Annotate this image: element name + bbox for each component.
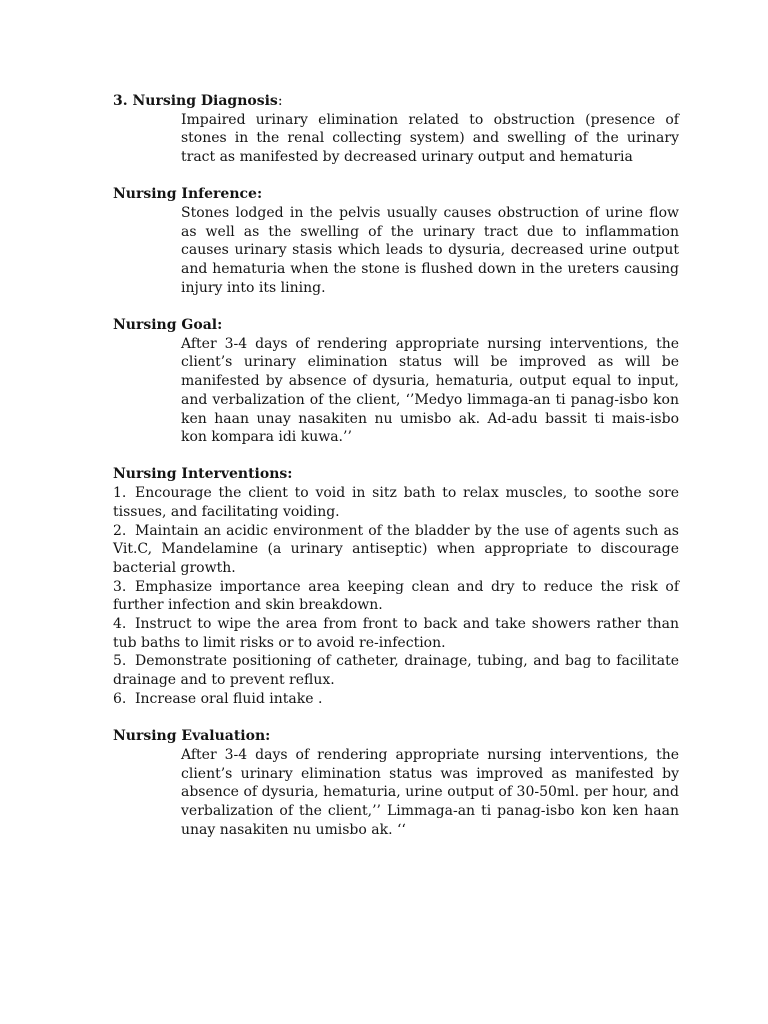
evaluation-text: After 3-4 days of rendering appropriate nursing interventions, the client’s urinary elimination status was improved as manifested by absence of dysuria, hematuria, urine output of 30-50ml. per hour, and verbalization of the client,’’ Limmaga-an ti panag-isbo kon ken haan unay nasakiten nu umisbo ak. ‘‘	[181, 746, 679, 838]
diagnosis-text: Impaired urinary elimination related to obstruction (presence of stones in the renal collecting system) and swelling of the urinary tract as manifested by decreased urinary output and hematuria	[181, 111, 679, 166]
list-item	[113, 615, 679, 652]
list-item-number: 3.	[113, 578, 127, 595]
spacer	[113, 447, 679, 466]
interventions-heading: Nursing Interventions:	[113, 466, 293, 483]
list-item-text: Instruct to wipe the area from front to back and take showers rather than tub baths to limit risks or to avoid re-infection.	[113, 616, 679, 651]
list-item-text: Increase oral fluid intake .	[135, 690, 323, 707]
diagnosis-heading-colon: :	[277, 93, 283, 109]
diagnosis-heading-text: 3. Nursing Diagnosis	[113, 93, 278, 109]
spacer	[113, 709, 679, 728]
goal-text: After 3-4 days of rendering appropriate nursing interventions, the client’s urinary elimination status will be improved as will be manifested by absence of dysuria, hematuria, output equal to input, and verbalization of the client, ‘’Medyo limmaga-an ti panag-isbo kon ken haan unay nasakiten nu umisbo ak. Ad-adu bassit ti mais-isbo kon kompara idi kuwa.’’	[181, 335, 679, 446]
interventions-list	[113, 484, 679, 708]
list-item-number: 1.	[113, 485, 127, 502]
list-item	[113, 484, 679, 521]
list-item	[113, 652, 679, 689]
document-page	[113, 92, 679, 839]
list-item-text: Emphasize importance area keeping clean and dry to reduce the risk of further infection and skin breakdown.	[113, 578, 679, 614]
diagnosis-heading	[113, 92, 679, 111]
evaluation-heading: Nursing Evaluation:	[113, 728, 271, 745]
list-item-text: Demonstrate positioning of catheter, drainage, tubing, and bag to facilitate drainage and to prevent reflux.	[113, 653, 679, 689]
list-item-number: 2.	[113, 522, 127, 539]
list-item-number: 5.	[113, 653, 127, 670]
list-item-text: Maintain an acidic environment of the bladder by the use of agents such as Vit.C, Mandelamine (a urinary antiseptic) when appropriate to discourage bacterial growth.	[113, 522, 679, 576]
inference-heading: Nursing Inference:	[113, 186, 263, 203]
list-item	[113, 690, 679, 709]
spacer	[113, 167, 679, 186]
list-item	[113, 522, 679, 578]
list-item-number: 4.	[113, 616, 127, 633]
spacer	[113, 298, 679, 317]
list-item-text: Encourage the client to void in sitz bath to relax muscles, to soothe sore tissues, and facilitating voiding.	[113, 485, 679, 520]
inference-text: Stones lodged in the pelvis usually causes obstruction of urine flow as well as the swelling of the urinary tract due to inflammation causes urinary stasis which leads to dysuria, decreased urine output and hematuria when the stone is flushed down in the ureters causing injury into its lining.	[181, 205, 679, 296]
goal-heading: Nursing Goal:	[113, 317, 223, 334]
list-item	[113, 578, 679, 615]
list-item-number: 6.	[113, 690, 127, 707]
